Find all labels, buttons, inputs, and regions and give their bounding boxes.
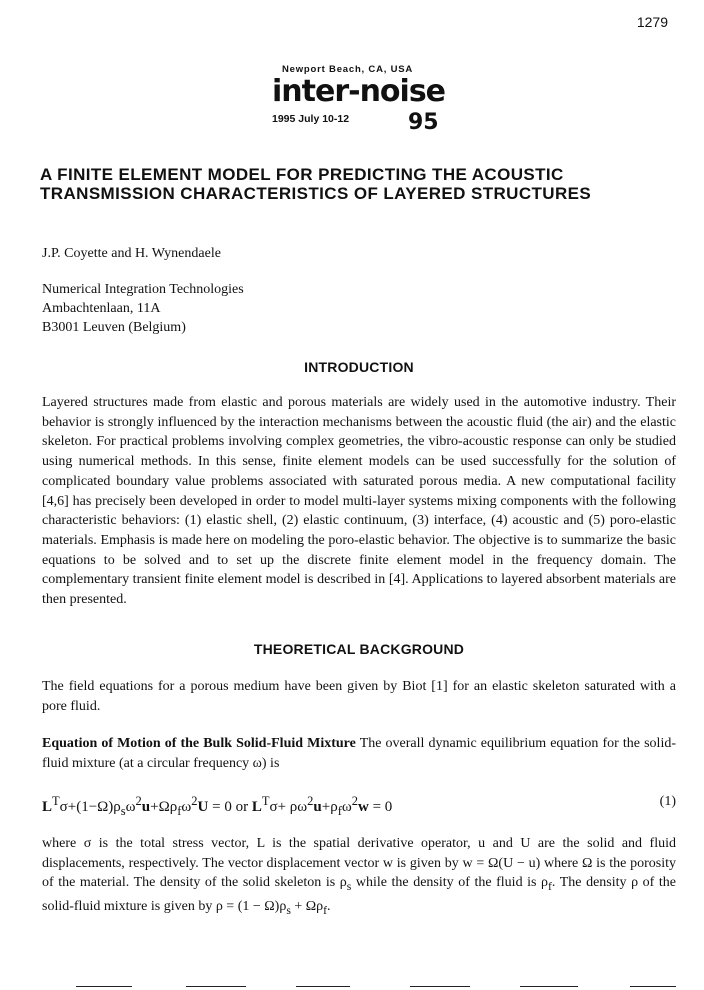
conference-location: Newport Beach, CA, USA	[282, 64, 414, 75]
section-heading-introduction: INTRODUCTION	[304, 359, 414, 375]
explanation-part: . The density ρ of the solid-fluid mixture is given by ρ = (1 − Ω)ρ	[42, 875, 676, 914]
paper-title: A FINITE ELEMENT MODEL FOR PREDICTING THE ACOUSTIC TRANSMISSION CHARACTERISTICS OF LAYERED STRUCTURES	[40, 165, 592, 203]
affiliation-line: Numerical Integration Technologies	[42, 282, 244, 297]
authors: J.P. Coyette and H. Wynendaele	[42, 246, 221, 261]
footer-rule	[76, 986, 132, 987]
section-heading-theoretical-background: THEORETICAL BACKGROUND	[253, 641, 465, 657]
footer-rule	[520, 986, 578, 987]
affiliation	[42, 280, 676, 337]
page-number: 1279	[636, 14, 668, 30]
explanation-part: where σ is the total stress vector, L is the spatial derivative operator, u and U are the solid and fluid displacements, respectively. The vector displacement vector w is given by w = Ω(U − u) where Ω is the porosity of the material. The density of the solid skeleton is ρ	[42, 836, 676, 891]
motion-text: The overall dynamic equilibrium equation for the solid-fluid mixture (at a circular frequency ω) is	[42, 736, 676, 771]
footer-rule	[186, 986, 246, 987]
footer-rule	[410, 986, 470, 987]
conference-header	[272, 64, 452, 135]
footer-rule	[296, 986, 350, 987]
explanation-part: .	[327, 898, 331, 914]
affiliation-line: Ambachtenlaan, 11A	[42, 301, 161, 316]
conference-year-mark: 95	[408, 110, 439, 135]
explanation-part: + Ωρ	[290, 898, 324, 914]
motion-subheading: Equation of Motion of the Bulk Solid-Fluid Mixture	[42, 736, 356, 751]
equation-1-body: $L^T\sigma+(1-\Omega)\rho_s\omega^2u+\Omega\rho_f\omega^2U = 0$ or $L^T\sigma+ \rho\omega^2u+\rho_f\omega^2w = 0$	[42, 794, 393, 818]
introduction-text: Layered structures made from elastic and porous materials are widely used in the automotive industry. Their behavior is strongly influenced by the interaction mechanisms between the acoustic fluid (the air) and the elastic skeleton. For practical problems involving complex geometries, the vibro-acoustic response can only be studied using numerical methods. In this sense, finite element models can be used successfully for the solution of complicated boundary value problems associated with saturated porous media. A new computational facility [4,6] has precisely been developed in order to model multi-layer systems mixing components with the following characteristic behaviors: (1) elastic shell, (2) elastic continuum, (3) interface, (4) acoustic and (5) poro-elastic materials. Emphasis is made here on modeling the poro-elastic behavior. The objective is to summarize the basic equations to be solved and to set up the discrete finite element model in the frequency domain. The complementary transient finite element model is described in [4]. Applications to layered absorbent materials are then presented.	[42, 395, 676, 608]
explanation-part: while the density of the fluid is ρ	[351, 875, 549, 891]
motion-paragraph	[42, 734, 676, 773]
affiliation-line: B3001 Leuven (Belgium)	[42, 320, 186, 335]
conference-logo: inter-noise	[272, 74, 446, 109]
equation-number: (1)	[659, 794, 676, 809]
theoretical-background-text: The field equations for a porous medium have been given by Biot [1] for an elastic skeleton saturated with a pore fluid.	[42, 679, 676, 714]
equation-1	[42, 794, 676, 819]
footer-rule	[630, 986, 676, 987]
equation-explanation: where σ is the total stress vector, L is the spatial derivative operator, u and U are the solid and fluid displacements, respectively. The vector displacement vector w is given by w = Ω(U − u) where Ω is the porosity of the material. The density of the solid skeleton is $\rho_s$ while the density of the fluid is $\rho_f$. The density ρ of the solid-fluid mixture is given by $\rho = (1 - \Omega)\rho_s + \Omega\rho_f$.	[42, 836, 676, 917]
conference-date: 1995 July 10-12	[272, 113, 350, 125]
